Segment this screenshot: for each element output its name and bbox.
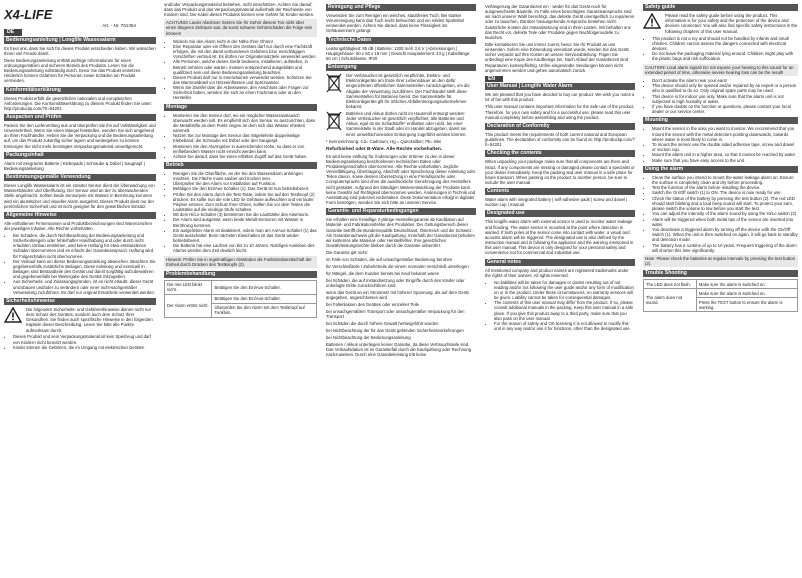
list-item: bei Fallenlassen des Gerätes oder einzelner Teile — [326, 302, 420, 307]
de-intro2: Diese Bedienungsanleitung enthält wichtige Informationen für einen ordnungsgemäßen und sicheren Betrieb des Produkts. Lesen Sie die Bedienungsanleitung vollständig durch, bevor Sie das Produkt einsetzen. Hinderlich können Gefahren für Personen sowie Schäden am Produkt vermieden. — [4, 57, 142, 84]
de-disposal-footnote: * Kennzeichnung: Cd= Cadmium; Hg = Quecksilber; Pb= Blei — [326, 138, 442, 144]
en-general-heading: General notes — [485, 259, 635, 266]
column-4 — [485, 4, 635, 574]
en-general-text: All mentioned company and product names are registered trademarks under the rights of their owners. All rights reserved. — [485, 267, 629, 278]
column-3 — [326, 4, 476, 574]
en-safety-text: Please read the safety guide before using the product. This information is for your safety and the protection of the device and devices connected. You will also find specific safety instructions in the following chapters of this user manual. — [665, 13, 798, 34]
en-using-heading: Using the alarm — [643, 166, 798, 173]
list-item: • For the reason of safety and CE-licensing it is not allowed to modify this unit in any way and/or use it for functions, other than the designated use. — [494, 321, 635, 331]
de-safety-list-2 — [164, 39, 317, 101]
list-item: • Do not leave the packaging material lying around. Children might play with the plastic bags and risk suffocation. — [652, 51, 798, 61]
de-refurb-text: Es wird keine Haftung für Änderungen oder Irrtümer zu den in dieser Bedienungsanleitung beschriebenen technischen Daten oder Produkteigenschaften übernommen. Alle Rechte vorbehalten. Jegliche Vervielfältigung, Übertragung, Abschrift oder Speicherung dieser Anleitung oder Teilen davon, sowie dessen Übersetzung in eine Fremdsprache oder Computersprache sind ohne die ausdrückliche Genehmigung des Herstellers nicht gestattet. Aufgrund der ständigen Weiterentwicklung der Produkte kann keine Gewähr auf Richtigkeit übernommen werden. Änderungen in Technik und Ausstattung sind jederzeit vorbehalten. Diese Dokumentation erfolgt in digitaler Form benötigen, wenden Sie sich bitte an unseren Service. — [326, 153, 476, 206]
de-warranty-text: Sie erhalten eine freiwillige 2-jährige Herstellergarantie ab Kaufdatum auf Material- und Fabrikationsfehler des Produktes. Der Geltungsbereich dieser Garantie betrifft die Bundesrepublik Deutschland, Österreich und die Schweiz. Als Garantienachweis gilt die Kaufquittung. Innerhalb der Garantiezeit beheben wir kostenlos alle Material- oder Herstellfehler. Ihre gesetzlichen Gewährleistungsrechte bleiben durch die Garantie unberührt. — [326, 217, 475, 249]
en-intro: We are pleased that you have decided to buy our product. We wish you notes a lot of fun with this product. — [485, 92, 635, 103]
column-2 — [164, 2, 317, 574]
table-cell: Make sure the alarm is switched on. — [696, 289, 797, 298]
en-intro2: This user manual contains important information for the safe use of the product. Therefore, for your own safety and for a successful use, please read this user manual completely before assembling and using the product. — [485, 104, 635, 120]
de-general-heading: Allgemeine Hinweise — [4, 212, 156, 219]
table-cell: The alarm does not sound. — [644, 289, 697, 312]
warning-triangle-icon — [643, 13, 661, 29]
de-conformity-text: Dieses Produkt erfüllt die gesetzlichen nationalen und europäischen Anforderungen. Die Konformitätserklärung zu diesem Produkt finden Sie unter: http://productip.com/?h=54201 — [4, 95, 153, 111]
table-row — [165, 294, 317, 303]
list-item: • The battery has a runtime of up to 10 years. Frequent triggering of the alarm will shorten this time significantly. — [652, 243, 798, 253]
table-row — [644, 280, 798, 289]
warning-triangle-icon — [4, 307, 22, 323]
list-item: • You can adjust the intensity of the alarm sound by using the Hi/Lo switch (3). — [652, 211, 798, 216]
en-caution-box — [643, 64, 798, 76]
list-item: bei Schäden, die auf Instandsetzung oder Eingriffe durch den Käufer oder unbefugte Dritte zurückzuführen sind — [326, 277, 465, 288]
de-operation-list — [164, 171, 317, 254]
list-item: • Der Verkauf kann ein dieser Bedienungsanleitung abweichen. Beachten Sie gegebenenfalls zusätzliche Beilagen. Diese Anleitung und eventuell in Beilagen sind Bestandteile des Geräts und damit sorgfältig aufzubewahren und gegebenenfalls bei Weitergabe des Geräts mitzugeben. — [13, 259, 156, 280]
en-contents-text: Water alarm with integrated battery | self-adhesive pads | screw and dowel | suction cup | manual — [485, 197, 628, 208]
lang-badge-de: DE — [4, 29, 22, 36]
list-item: • If you have doubts on the function or questions, please contact your local dealer or our service center. — [652, 104, 798, 114]
en-using-note-box — [643, 255, 798, 267]
list-item: • No liabilities will be taken for damages or claims resulting out of not reading and/or not following the user guide and/or any form of modification on or in the product. Under these circumstances, no warranty services will be given. Liability cannot be taken for consequential damages. — [494, 280, 635, 301]
table-row — [165, 280, 317, 294]
table-cell: Betätigen Sie den Ein/Aus-Schalter. — [212, 294, 317, 303]
en-designated-heading: Designated use — [485, 210, 635, 217]
article-number: Art. - Nr. 701364 — [102, 23, 136, 28]
en-trouble-heading: Trouble Shooting — [643, 270, 798, 277]
list-item: • Die Batterie hat eine Laufzeit von bis zu 10 Jahren. Nützliges Ausloben des Alarms werden dem Zeit deutlich leicht. — [173, 243, 317, 253]
list-item: • Achten Sie darauf, dass Sie einen erfüllten Zugriff auf das Gerät haben. — [173, 154, 317, 159]
table-cell: Make sure the alarm is switched on. — [696, 280, 797, 289]
de-intended-heading: Bestimmungsgemäße Verwendung — [4, 174, 156, 181]
de-general-list — [4, 233, 156, 295]
list-item: • You deactivate a triggered alarm by turning off the device with the On/Off switch (1). When the unit is then switched on again, it will go back to standby and detection mode. — [652, 227, 798, 243]
svg-text:X4-LIFE: X4-LIFE — [4, 6, 53, 21]
de-mount-heading: Montage — [164, 104, 317, 111]
list-item: • Nutzen Sie zur Montage des Sensor das mitgelieferte doppelseitige Klebeband, die Schraube mit Dübel oder den Saugnapf. — [173, 133, 317, 143]
list-item: • Überprüfen Sie den Alarm vor Installation auf Funktion. — [173, 181, 317, 186]
list-item: • Wickeln Sie den Alarm nicht in der Nähe Ihrer Ohren! — [173, 39, 317, 44]
en-conformity-text: This product meets the requirements of both current national and European guidelines. The declaration of conformity can be found at: http://productip.com/?h=54201 — [485, 131, 635, 148]
de-disposal-heading: Entsorgung — [326, 64, 476, 71]
list-item: • Montieren Sie den Alarmgeber in ausreichender Höhe, so dass er von einfließendem Wasser nicht erreicht werden kann. — [173, 144, 317, 154]
list-item: • Dieses Produkt darf nur in Innenräumen verwendet werden. Schützen Sie das Warnmeldeteil vor Hitzeeinflüssen und Spritzwasser. — [173, 75, 317, 85]
list-item: • Mit dem Hi/Lo-Schalter (3) bestimmen Sie die Lautstärke des Alarmtons. — [173, 212, 317, 217]
list-item: • Don't activate the alarm near your ears! — [652, 78, 798, 83]
list-item: • Kinder können die Gefahren, die im Umgang mit elektrischen Geräten — [13, 345, 156, 350]
en-conformity-heading: Declaration of Conformity — [485, 123, 635, 130]
en-contents-heading: Contents — [485, 188, 635, 195]
list-item: • Check the status of the battery by pressing the test button (2). The red LED should start blinking and a loud beep sound will start. To protect your ears, please switch the volume to low before you start the test. — [652, 196, 798, 212]
de-trouble-table — [164, 280, 317, 318]
list-item: bei Nichtbeachtung der für das Gerät geltenden Sicherheitsvorkehrungen — [326, 328, 464, 334]
de-refurb-heading: Refurbished oder B-Ware. Alle Rechte vorbehalten. — [326, 146, 443, 152]
de-unpack-heading: Auspacken und Prüfen — [4, 114, 156, 121]
table-cell: Überprüfen Sie den Alarm mit dem Testknopf auf Funktion. — [212, 303, 317, 317]
x4-life-logo-icon — [4, 7, 64, 21]
de-warranty-batteries: Batterien / Akkus unterliegen keiner Garantie, da diese Verbrauchsteile sind. Das Verkaufsdatum ist im Garantiefall durch die Kaufquittung oder Rechnung nachzuweisen. Durch eine Garantieleistung tritt keine — [326, 342, 472, 358]
list-item: • Aus Sicherheits- und Zulassungsgründen, ist es nicht erlaubt, dieser Gerät umzubauen und/oder zu verändern oder einer nicht-sachgemäßer Verwendung zuzuführen. Es darf nur original Ersatzteile verwendet werden. — [13, 279, 156, 294]
list-item: für Verschleißteile / Zubehörteile die einem normalen Verschleiß unterliegen — [326, 263, 469, 269]
de-disposal-text: Der Verbraucher ist gesetzlich verpflichtet, Elektro- und Elektronikgeräte am Ende ihrer Lebensdauer an den dafür eingerichteten öffentlichen Sammelstellen zurückzugeben, um die Abgabe der Verwertung zuzuführen. Der Fachhandel stellt diese Sammelstellen für Batterien bereit. Die Sammelstelle für Elektronikgeräte gilt für örtliches Abfallentsorgungsunternehmen bekannt. — [346, 73, 470, 110]
list-item: • Make sure that you have easy access to the unit. — [652, 158, 798, 163]
list-item: • This device is for indoor use only. Make sure that the alarm unit is not subjected to high humidity or water. — [652, 94, 798, 104]
list-item: • This product is not a toy and should not be handled by infants and small children. Children cannot assess the dangers connected with electrical devices. — [652, 36, 798, 52]
de-intro: Es freut uns, dass Sie sich für dieses Produkt entschieden haben. Wir wünschen Ihnen viel Freude damit. — [4, 45, 156, 56]
crossed-bin-icon — [326, 73, 342, 93]
de-disposal-battery: Batterien und Akkus dürfen nicht im Hausmüll entsorgt werden! Jeder Verbraucher ist gesetzlich verpflichtet, alle Batterien und Akkus, egal ob sie Schadstoffe* enthalten oder nicht, bei einer Sammelstelle in der Stadt oder im Handel abzugeben, damit sie einer umweltschonenden Entsorgung zugeführt werden können. — [346, 110, 467, 137]
en-safety-list — [643, 36, 798, 62]
de-title: Bedienungsanleitung | Longlife Wassesalarm — [4, 37, 156, 44]
list-item: • Montieren Sie den Sensor dort, wo ein möglicher Wasseranstausch überwacht werden soll. Es empfiehlt sich den Sensor so auszurichten, dass die Metallstifte an dem Punkt zeigen an dem sich das Wasser ehesten sammelt. — [173, 113, 317, 134]
de-warranty-heading: Garantie- und Reparaturbedingungen — [326, 208, 476, 215]
list-item: • Mount the alarm unit in a higher area, so that it cannot be reached by water. — [652, 152, 798, 157]
list-item: • Bei Schäden, die durch Nichtbeachtung der Bedienungsanleitung und Sicherheitsregeln oder fehlerhafter Handhabung und oder durch nicht erlaubten Umbau entstehen, wird keine Haftung für etwa entstandenen Schaden übernommen und es erlischt der Garantieanspruch. Haftung wird für Folgeschäden nicht übernommen. — [13, 233, 156, 259]
battery-bin-icon — [326, 111, 342, 131]
list-item: • Alle Personen, welche dieses Gerät bedienen, installieren, aufstellen, in Betrieb nehmen oder warten, müssen entsprechend ausgebildet und qualifiziert sein und diese Bedienungsanleitung beachten. — [173, 59, 317, 74]
table-cell: Betätigen Sie den Ein/Aus-Schalter. — [212, 280, 317, 294]
de-general-text: Alle enthaltenen Firmennamen und Produktbezeichnungen sind Warenzeichen der jeweiligen Inhaber. Alle Rechte vorbehalten. — [4, 220, 152, 232]
en-trouble-table — [643, 279, 798, 312]
list-item: • Ein ausgelöster Alarm ist deaktiviert, indem man am An/Aus Schalter (1) das Gerät ausschaltet. Beim nächsten Einschalten ist das Gerät wieder betriebsbereit. — [173, 228, 317, 243]
de-clean-text: Verwenden Sie zum Reinigen ein weiches, staubfreies Tuch. Bei starker Verunreinigung kann das Tuch leicht befeuchtet und ein mildes Spülmittel verwendet werden. Achten Sie darauf, dass keine Flüssigkeit ins Gehäuseinnere gelangt. — [326, 13, 464, 34]
list-item: wenn das Gerät an ein Stromnetz mit höherer Spannung, als auf dem Gerät angegeben, angeschlossen wird — [326, 289, 469, 301]
list-item: • Wenn Sie Zweifel über die Arbeitsweise, den Anschluss oder Fragen zur Sicherheit haben, wenden Sie sich an einen Fachmann oder an den Hersteller. — [173, 85, 317, 100]
list-item: • Alarm will be triggered when both metal tips of the sensor are inserted into water. — [652, 217, 798, 227]
de-package-text: Alarm mit integrierter Batterie | Klebepads | Schraube & Dübel | Saugnapf | Bedienungsanleitung — [4, 160, 145, 171]
list-item: • Test the function of the alarm before installing the device. — [652, 185, 798, 190]
de-tech-heading: Technische Daten — [326, 37, 476, 44]
list-item: • This device should only be opened and/or repaired by an expert or a person who is qualified to do so. Only original spare parts may be used. — [652, 83, 798, 93]
list-item: • Clean the surface you intend to mount the water leakage alarm on. Ensure the surface is completely clean and dry before proceeding. — [652, 175, 798, 185]
list-item: • Eine Reparatur oder ein Öffnen des Gerätes darf nur durch eine Fachkraft erfolgen, die mit den damit verbundenen Gefahren bzw. einschlägigen Vorschriften vertraut ist. Es dürfen nur Originalersatzteile verwendet werden. — [173, 44, 317, 59]
table-cell: Der Alarm ertönt nicht. — [165, 294, 212, 317]
list-item: • Der Alarm wird ausgelöst, wenn beide Metall-Sensoren mit Wasser in Berührung kommen. — [173, 217, 317, 227]
lang-badge-en: EN — [485, 76, 503, 83]
list-item: bei unsachgemäßem Transport oder unsachgemäßer Verpackung für den Transport — [326, 308, 465, 320]
en-using-note: Note: Please check the batteries at regular intervals by pressing the test button (2). — [645, 255, 795, 267]
en-mount-list — [643, 126, 798, 162]
de-operation-note-box — [164, 256, 317, 268]
column-1 — [4, 4, 156, 574]
list-item: • Reinigen Sie die Oberfläche, an der Sie den Wassesalarm anbringen möchten. Die Fläche muss sauber und trocken sein. — [173, 171, 317, 181]
list-item: • Switch the On/Off switch (1) to ON. The device is now ready for use. — [652, 190, 798, 195]
list-item: für Mängel, die dem Kunden bereits bei Kauf bekannt waren — [326, 270, 440, 276]
column-5 — [643, 4, 798, 574]
table-cell: The LED does not flash. — [644, 280, 697, 289]
table-cell: Die rote LED blinkt nicht. — [165, 280, 212, 294]
de-safety-text: Die folgenden Sicherheits- und Gefahrenhinweise dienen nicht nur dem Schutz des Gerätes, sondern auch dem Schutz Ihrer Gesundheit. Sie finden auch spezifische Hinweise in den folgenden Kapiteln dieser Beschreibung. Lesen Sie bitte alle Punkte aufmerksam durch: — [26, 306, 153, 333]
en-safety-list-2 — [643, 78, 798, 114]
de-trouble-heading: Problembehandlung — [164, 271, 317, 278]
list-item: • Prüfen Sie den Alarm durch die Test-Taste, indem Sie auf den Testknopf (2) drücken. Es sollte nun die rote LED im Gehäuse aufleuchten und ein lauter Piepton ertönen. Zum Schutz Ihrer Ohren, sollten Sie vor dem Testen die Lautstärke auf die niedrige Stufe schalten. — [173, 192, 317, 213]
de-unpack-text: Packen Sie den Lieferumfang aus und überprüfen Sie ihn auf Vollständigkeit und Unversehrtheit. Wenn Sie einen Mangel feststellen, wenden Sie sich umgehend an Ihren Fachhändler. Heben Sie die Verpackung und die Bedienungsanleitung auf, um das Produkt zukünftig sicher lagern und weitergeben zu können. Entsorgen Sie nicht mehr benötigtes Verpackungsmaterial umweltgerecht. — [4, 123, 156, 149]
de-tech-text: Leistungsfähigkeit: 85 dB | Batterie: 1200 mAh 3,6 V | Abmessungen | Hauptgehäuse: 50 x 50 x 18 mm | Gewicht Hauptelement: 43 g | Kabellänge: 50 cm | Schutzklasse: IP20 — [326, 45, 471, 61]
de-mount-list — [164, 113, 317, 159]
list-item: • Dieses Produkt und sein Verpackungsmaterial ist kein Spielzeug und darf von Kindern nicht benutzt werden. — [13, 334, 156, 344]
list-item: bei Nichtbeachtung der Bedienungsanleitung — [326, 334, 411, 340]
list-item: • Mount the sensor in the area you want to monitor. We recommend that you mount the sensor with the metal detectors pointing downwards, towards where water is most likely to come in. — [652, 126, 798, 142]
en-general-list — [485, 280, 635, 332]
en-check-text: When unpacking your package make sure that all components are there and intact. If any components are missing or damaged please contact a specialist or your dealer immediately. Keep the packing and user manual in a safe place for future transport. When passing on the product to another person, be sure to include the user manual. — [485, 159, 635, 185]
de-safety-continued: und/oder Verpackungsmaterial bestehen, nicht einschätzen. Achten Sie darauf, dass das Produkt und das Verpackungsmaterial außerhalb der Reichweite von Kindern sind. Die Kabel dieses Produkts können eine Gefahr für Kinder werden. — [164, 2, 315, 18]
de-safety-heading: Sicherheitshinweise — [4, 298, 156, 305]
de-package-heading: Packungsinhalt — [4, 152, 156, 159]
en-title: User Manual | Longlife Water Alarm — [485, 83, 635, 90]
de-safety-list — [4, 334, 156, 349]
en-mount-heading: Mounting — [643, 117, 798, 124]
de-caution-box — [164, 19, 317, 36]
de-intended-text: Dieser Longlife Wassesalarm ist ein smarter Sensor dient der Überwachung von Wasserständen und Überflutung. Der Sensor wird an der zu überwachenden Stelle angebracht. Sollten beide Sensorpole mit Wasser in Berührung kommen wird ein akustischer und visueller Alarm ausgelöst. Dieses Produkt dient nur der persönlichen Sicherheit und ist nicht geeignet für den gewerblichen Einsatz. — [4, 183, 155, 209]
en-check-heading: Checking the contents — [485, 150, 635, 157]
table-cell: Press the TEST button to ensure the alarm is working. — [696, 298, 797, 312]
en-safety-heading: Safety guide — [643, 4, 798, 11]
de-warranty-exclusions: Die Garantie gilt nicht: — [326, 249, 368, 255]
list-item: • To mount the sensor use the double sided adhesive tape, screw and dowel or suction cup. — [652, 142, 798, 152]
de-warranty-continued: Verlängerung der Garantiezeit ein - weder für das Gerät noch für ausgewechselte Bauteile. Im Falle eines berechtigten Garantieanspruchs sind wir nach unserer Wahl berechtigt, das defekte Gerät unentgeltlich zu reparieren oder zu tauschen. Darüber hinausgehende Ansprüche bestehen nicht. Zusätzliche Kosten der Instandsetzung sind in Ihren Lasten. Wir behalten uns das Recht vor, defekte Teile oder Produkte gegen Nachfolgemodelle zu tauschen. — [485, 4, 635, 40]
table-row — [644, 289, 798, 298]
list-item: • Betätigen Sie den Ein/Aus Schalter (1). Das Gerät ist nun betriebsbereit. — [173, 186, 317, 191]
en-using-list — [643, 175, 798, 253]
de-operation-note: Hinweis: Prüfen Sie in regelmäßigen Abständen die Funktionsbereitschaft der Einheit durch Drücken des Testknopfs (2). — [166, 256, 312, 267]
de-clean-heading: Reinigung und Pflege — [326, 4, 476, 11]
de-caution-text: ACHTUNG! Lauter Alarmton! Setzen Sie Ihr Gehör diesem Ton nicht über einen längeren Zeitraum aus, da sonst schwere Gehörschäden die Folge sein können! — [166, 20, 313, 36]
de-operation-heading: Betrieb — [164, 162, 317, 169]
list-item: • The contents of this user manual may differ from the product. If so, please consult additional manuals in the packing. Keep this user manual in a safe place. If you give this product away to a third party, make sure that you also pass on the user manual. — [494, 300, 635, 321]
de-warranty-contact: Bitte kontaktieren Sie uns immer zuerst, bevor Sie Ihr Produkt an uns einsenden. Sofern eine Einsendung vereinbart wurde, senden Sie das Gerät sicher verpackt auf Ihre Kosten an unsere Serviceabteilung. Fügen Sie unbedingt eine Kopie des Kaufbelegs bei. Nach Ablauf der Garantiezeit sind Reparaturen kostenpflichtig. Unfrei eingesandte Sendungen können nicht angenommen werden und gehen automatisch zurück. — [485, 41, 629, 73]
list-item: im Falle von Schäden, die auf unsachgemäßer Bedienung beruhen — [326, 256, 453, 262]
en-designated-text: This longlife water alarm with external sensor is used to monitor water leakage and flooding. The water sensor is mounted at the point where detection is wanted. If both poles at the sensor come into contact with water, a visual and acoustic alarm will be triggered. The designated use is also defined by the instruction manual and in following the appliance and the warning mentioned in this user manual. This device is only designed for your personal safety and convenience not for commercial and industrial use. — [485, 219, 634, 256]
brand-logo — [4, 4, 156, 23]
list-item: bei Schäden die durch höhere Gewalt herbeigeführt wurden — [326, 321, 439, 327]
de-conformity-heading: Konformitätserklärung — [4, 87, 156, 94]
en-caution-text: CAUTION! Loud alarm signal! Do not expose your hearing to this sound for an extended period of time, otherwise severe hearing loss can be the result! — [645, 64, 794, 75]
